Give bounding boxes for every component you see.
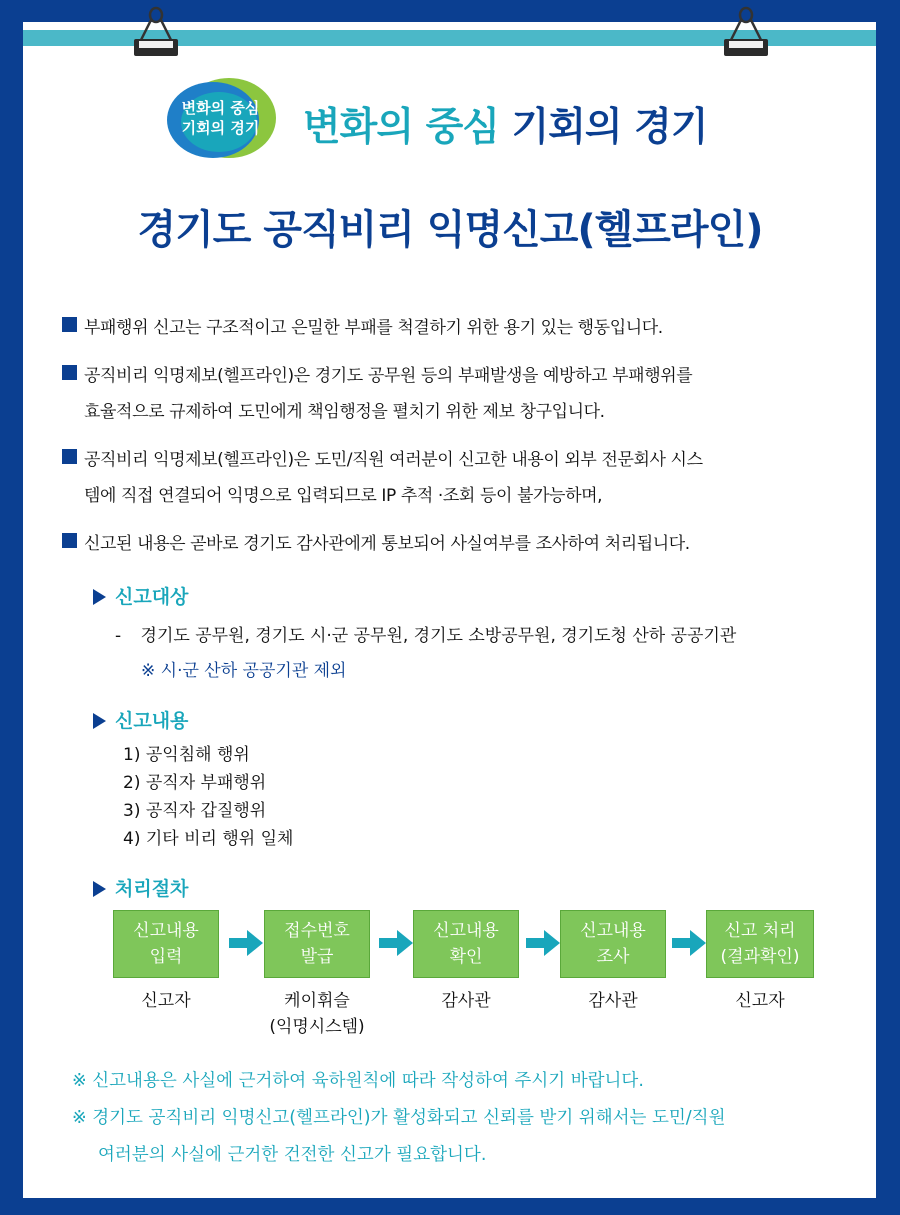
process-step-actor: 케이휘슬 (익명시스템) — [269, 991, 365, 1037]
process-step-box: 신고내용 입력 — [113, 910, 219, 978]
logo-slogan — [303, 96, 707, 152]
bullet-line: 신고된 내용은 곧바로 경기도 감사관에게 통보되어 사실여부를 조사하여 처리됩니다. — [84, 534, 690, 554]
logo-badge-line2: 기회의 경기 — [181, 119, 260, 137]
arrow-right-icon — [379, 930, 413, 956]
target-item — [115, 621, 736, 646]
content-list — [123, 741, 293, 853]
page-title: 경기도 공직비리 익명신고(헬프라인) — [137, 207, 763, 253]
section-heading: 신고대상 — [93, 582, 736, 609]
square-bullet-icon — [62, 365, 77, 380]
footer-note: ※ 신고내용은 사실에 근거하여 육하원칙에 따라 작성하여 주시기 바랍니다. — [72, 1071, 644, 1091]
process-step-box: 신고내용 확인 — [413, 910, 519, 978]
process-step-box: 신고내용 조사 — [560, 910, 666, 978]
footer-note: 여러분의 사실에 근거한 건전한 신고가 필요합니다. — [98, 1145, 487, 1165]
triangle-bullet-icon — [93, 713, 106, 729]
slogan-part1: 변화의 중심 — [303, 105, 499, 150]
bullet-line: 공직비리 익명제보(헬프라인)은 경기도 공무원 등의 부패발생을 예방하고 부패행위를 — [84, 366, 693, 386]
logo-badge-text — [163, 98, 278, 138]
binder-clip-icon — [131, 6, 181, 58]
bullet-line: 템에 직접 연결되어 익명으로 입력되므로 IP 추적 ·조회 등이 불가능하며, — [84, 486, 603, 506]
section-process — [93, 874, 188, 901]
arrow-right-icon — [672, 930, 706, 956]
process-step-actor: 감사관 — [588, 991, 638, 1011]
bullet-line: 부패행위 신고는 구조적이고 은밀한 부패를 척결하기 위한 용기 있는 행동입니다. — [84, 318, 663, 338]
bullet-item — [62, 310, 852, 346]
target-item-text: 경기도 공무원, 경기도 시·군 공무원, 경기도 소방공무원, 경기도청 산하 공공기관 — [140, 626, 737, 646]
slogan-part2: 기회의 경기 — [511, 105, 708, 150]
square-bullet-icon — [62, 533, 77, 548]
intro-bullets — [62, 310, 852, 574]
binder-clip-icon — [721, 6, 771, 58]
footer-note: ※ 경기도 공직비리 익명신고(헬프라인)가 활성화되고 신뢰를 받기 위해서는 도민/직원 — [72, 1108, 726, 1128]
list-item: 1) 공익침해 행위 — [123, 745, 250, 765]
section-heading: 신고내용 — [93, 706, 293, 733]
process-step-box: 신고 처리 (결과확인) — [706, 910, 814, 978]
process-step-actor: 감사관 — [441, 991, 491, 1011]
gyeonggi-logo — [163, 74, 278, 162]
list-item: 4) 기타 비리 행위 일체 — [123, 829, 294, 849]
square-bullet-icon — [62, 317, 77, 332]
process-step-box: 접수번호 발급 — [264, 910, 370, 978]
bullet-item — [62, 442, 852, 514]
section-heading: 처리절차 — [93, 874, 188, 901]
triangle-bullet-icon — [93, 881, 106, 897]
bullet-item — [62, 526, 852, 562]
target-exclusion-note: ※ 시·군 산하 공공기관 제외 — [141, 661, 347, 681]
logo-badge-line1: 변화의 중심 — [181, 99, 260, 117]
process-step-actor: 신고자 — [141, 991, 191, 1011]
process-flow — [113, 910, 833, 1037]
list-item: 2) 공직자 부패행위 — [123, 773, 267, 793]
triangle-bullet-icon — [93, 589, 106, 605]
arrow-right-icon — [526, 930, 560, 956]
arrow-right-icon — [229, 930, 263, 956]
section-content — [93, 706, 293, 853]
square-bullet-icon — [62, 449, 77, 464]
bullet-line: 공직비리 익명제보(헬프라인)은 도민/직원 여러분이 신고한 내용이 외부 전문회사 시스 — [84, 450, 703, 470]
dash: - — [115, 626, 122, 646]
logo-row — [163, 74, 803, 164]
list-item: 3) 공직자 갑질행위 — [123, 801, 267, 821]
footer-notes — [72, 1063, 862, 1174]
bullet-line: 효율적으로 규제하여 도민에게 책임행정을 펼치기 위한 제보 창구입니다. — [84, 402, 605, 422]
section-target — [93, 582, 736, 681]
process-step-actor: 신고자 — [735, 991, 785, 1011]
bullet-item — [62, 358, 852, 430]
